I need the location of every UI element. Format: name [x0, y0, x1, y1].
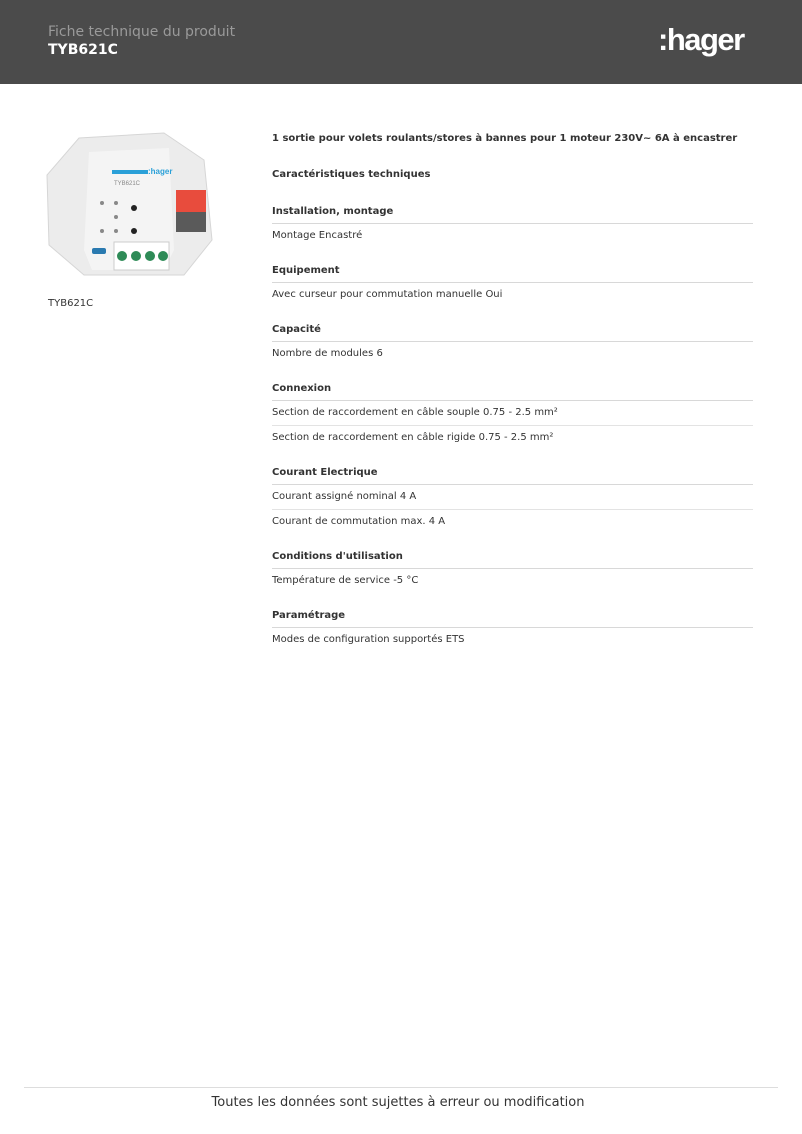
- spec-item: Section de raccordement en câble souple 0.75 - 2.5 mm²: [272, 407, 558, 418]
- spec-item: Modes de configuration supportés ETS: [272, 634, 465, 645]
- spec-section-heading: Paramétrage: [272, 604, 753, 628]
- device-brand-label: :hager: [148, 167, 173, 176]
- spec-section-heading: Installation, montage: [272, 200, 753, 224]
- spec-item: Courant assigné nominal 4 A: [272, 491, 417, 502]
- spec-item: Nombre de modules 6: [272, 348, 383, 359]
- device-model-label: TYB621C: [114, 181, 141, 187]
- spec-section-heading: Courant Electrique: [272, 461, 753, 485]
- spec-section: [272, 200, 753, 248]
- product-image-caption: TYB621C: [48, 298, 94, 309]
- spec-section: [272, 604, 753, 652]
- specs-heading: Caractéristiques techniques: [272, 169, 431, 180]
- header-title: TYB621C: [48, 42, 118, 58]
- header-subtitle: Fiche technique du produit: [48, 24, 236, 40]
- spec-section: [272, 545, 753, 593]
- spec-item: Montage Encastré: [272, 230, 363, 241]
- footer-disclaimer: Toutes les données sont sujettes à erreur ou modification: [211, 1095, 585, 1110]
- spec-item: Courant de commutation max. 4 A: [272, 509, 753, 534]
- spec-section-heading: Conditions d'utilisation: [272, 545, 753, 569]
- page-header: [0, 0, 802, 84]
- spec-item: Section de raccordement en câble rigide 0.75 - 2.5 mm²: [272, 425, 753, 450]
- spec-item: Température de service -5 °C: [272, 575, 419, 586]
- spec-section-heading: Equipement: [272, 259, 753, 283]
- spec-section: [272, 377, 753, 450]
- spec-section: [272, 318, 753, 366]
- spec-section-heading: Capacité: [272, 318, 753, 342]
- spec-section-heading: Connexion: [272, 377, 753, 401]
- spec-section: [272, 461, 753, 534]
- product-image: [44, 130, 219, 280]
- hager-logo: :hager: [658, 22, 744, 57]
- footer-divider: [24, 1087, 778, 1088]
- product-description: 1 sortie pour volets roulants/stores à bannes pour 1 moteur 230V~ 6A à encastrer: [272, 133, 738, 144]
- spec-item: Avec curseur pour commutation manuelle Oui: [272, 289, 503, 300]
- spec-section: [272, 259, 753, 307]
- spec-content: [272, 132, 753, 652]
